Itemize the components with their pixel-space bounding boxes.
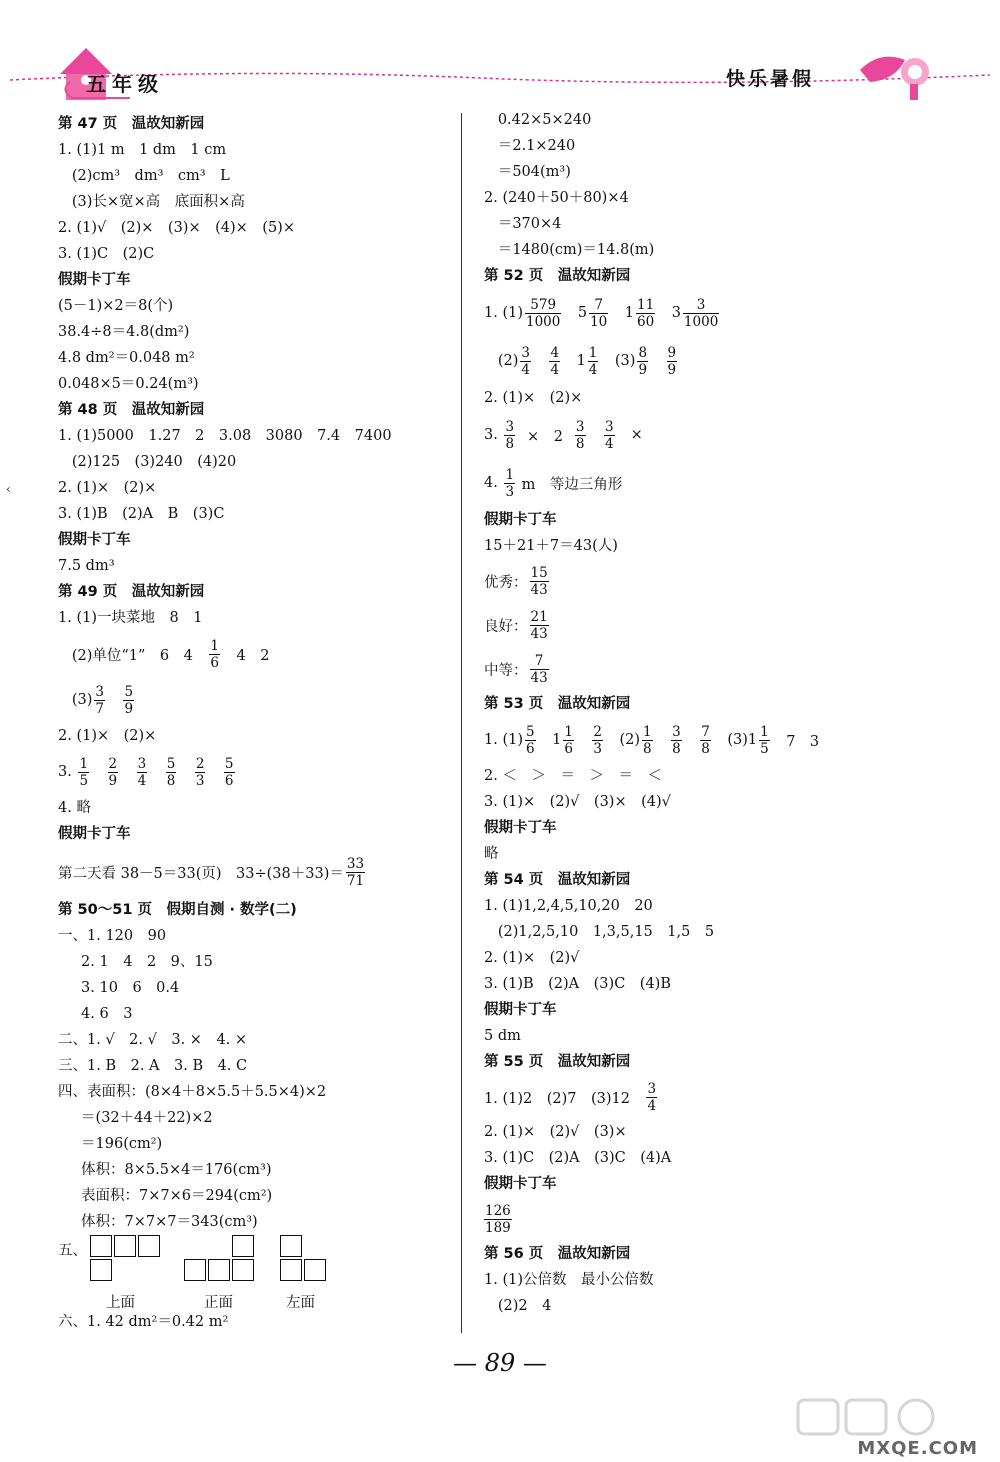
answer-line: (2)125 (3)240 (4)20: [58, 454, 237, 470]
answer-line: 1. (1)1,2,4,5,10,20 20: [484, 898, 653, 914]
answer-text: 3.: [484, 427, 503, 443]
page-number: — 89 —: [453, 1349, 547, 1377]
answer-line: 3. (1)B (2)A B (3)C: [58, 506, 225, 522]
fraction: $\frac{7}{43}$: [530, 652, 548, 686]
fraction: $\frac{7}{8}$: [701, 723, 710, 757]
answer-line: 1. (1) $\frac{5}{6}$ 1 $\frac{1}{6}$ $\frac{2}{3}$ (2) $\frac{1}{8}$ $\frac{3}{8}$ $\frac{7}{8}$ (3) 1 $\frac{1}{5}$ 7 3: [484, 723, 820, 757]
fraction: $\frac{3}{4}$: [137, 755, 147, 789]
answer-line: 15＋21＋7＝43(人): [484, 538, 618, 554]
answer-line: 2. (1)× (2)×: [58, 728, 157, 744]
answer-line: 0.42×5×240: [484, 112, 592, 128]
answer-line: 2. (1)× (2)×: [484, 390, 583, 406]
answer-line: 3. (1)C (2)A (3)C (4)A: [484, 1150, 672, 1166]
answer-text: 4.: [484, 475, 503, 491]
fraction: $\frac{21}{43}$: [530, 608, 548, 642]
answer-line: 2. 1 4 2 9、15: [58, 954, 213, 970]
answer-line: 4. 6 3: [58, 1006, 133, 1022]
section-heading: 第 55 页 温故知新园: [484, 1054, 631, 1070]
answer-line: ＝370×4: [484, 216, 562, 232]
answer-line: 2. (1)× (2)√ (3)×: [484, 1124, 627, 1140]
fraction: $\frac{33}{71}$: [346, 855, 365, 889]
answer-line: 7.5 dm³: [58, 558, 115, 574]
book-title: 快乐暑假: [726, 68, 815, 90]
view-label: 正面: [204, 1295, 233, 1311]
answer-text: 五、: [58, 1243, 87, 1259]
answer-line: 2. (240＋50＋80)×4: [484, 190, 629, 206]
section-heading: 假期卡丁车: [484, 1176, 557, 1192]
fraction: $\frac{3}{4}$: [647, 1080, 657, 1114]
fraction: $\frac{3}{8}$: [575, 418, 585, 452]
answer-line: (2)1,2,5,10 1,3,5,15 1,5 5: [484, 924, 715, 940]
answer-line: 一、1. 120 90: [58, 928, 167, 944]
fraction: $\frac{7}{10}$: [590, 296, 608, 330]
answer-line: 2. (1)× (2)×: [58, 480, 157, 496]
section-heading: 假期卡丁车: [484, 512, 557, 528]
answer-line: 二、1. √ 2. √ 3. × 4. ×: [58, 1032, 248, 1048]
answer-line: 体积：7×7×7＝343(cm³): [58, 1214, 258, 1230]
section-heading: 假期卡丁车: [58, 826, 131, 842]
fraction: $\frac{4}{4}$: [550, 344, 560, 378]
answer-text: 3.: [58, 764, 77, 780]
answer-line: 2. (1)√ (2)× (3)× (4)× (5)×: [58, 220, 295, 236]
fraction: $\frac{15}{43}$: [530, 564, 548, 598]
fraction: $\frac{5}{8}$: [166, 755, 176, 789]
answer-line: 4. 略: [58, 800, 91, 816]
fraction: $\frac{1}{3}$: [505, 466, 515, 500]
section-heading: 第 47 页 温故知新园: [58, 116, 205, 132]
right-column: [484, 107, 984, 1319]
answer-line: [484, 1197, 984, 1241]
answer-line: (3)长×宽×高 底面积×高: [58, 194, 245, 210]
answer-line: ＝504(m³): [484, 164, 571, 180]
edge-mark: ‹: [6, 482, 11, 496]
fraction: $\frac{5}{6}$: [525, 723, 535, 757]
fraction: $\frac{5}{6}$: [224, 755, 234, 789]
fraction: $\frac{11}{60}$: [637, 296, 655, 330]
answer-line: [58, 631, 453, 677]
answer-line: 1. (1) $\frac{579}{1000}$ 5 $\frac{7}{10}$ 1 $\frac{11}{60}$ 3 $\frac{3}{1000}$: [484, 296, 719, 330]
answer-text: (2)单位“1” 6 4: [58, 647, 208, 664]
answer-line: [484, 459, 984, 507]
answer-line: 六、1. 42 dm²＝0.42 m²: [58, 1314, 229, 1330]
answer-line: ＝2.1×240: [484, 138, 576, 154]
answer-line: 4.8 dm²＝0.048 m²: [58, 350, 195, 366]
answer-line: 1. (1)一块菜地 8 1: [58, 610, 203, 626]
fraction: $\frac{3}{7}$: [95, 683, 104, 717]
fraction: $\frac{3}{4}$: [521, 344, 530, 378]
watermark-text: MXQE.COM: [857, 1438, 978, 1459]
answer-line: 1. (1)1 m 1 dm 1 cm: [58, 142, 227, 158]
fraction: $\frac{9}{9}$: [667, 344, 677, 378]
answer-line: 四、表面积：(8×4＋8×5.5＋5.5×4)×2: [58, 1084, 327, 1100]
fraction: $\frac{3}{4}$: [605, 418, 614, 452]
section-heading: 第 48 页 温故知新园: [58, 402, 205, 418]
answer-line: 良好： $\frac{21}{43}$: [484, 608, 548, 642]
answer-line: 中等： $\frac{7}{43}$: [484, 652, 548, 686]
answer-line: 三、1. B 2. A 3. B 4. C: [58, 1058, 248, 1074]
answer-line: ＝196(cm²): [58, 1136, 163, 1152]
answer-line: 3. (1)B (2)A (3)C (4)B: [484, 976, 671, 992]
left-column: [58, 111, 453, 1335]
answer-line: 表面积：7×7×6＝294(cm²): [58, 1188, 273, 1204]
answer-line: 0.048×5＝0.24(m³): [58, 376, 199, 392]
section-heading: 假期卡丁车: [484, 820, 557, 836]
answer-line: 1. (1)公倍数 最小公倍数: [484, 1272, 654, 1288]
page-header: [0, 40, 1000, 110]
answer-text: 4 2: [221, 647, 270, 664]
answer-line: 1. (1)2 (2)7 (3)12 $\frac{3}{4}$: [484, 1080, 657, 1114]
answer-line: 2. (1)× (2)√: [484, 950, 580, 966]
answer-line: 38.4÷8＝4.8(dm²): [58, 324, 190, 340]
fraction: $\frac{3}{8}$: [672, 723, 681, 757]
answer-line: [58, 847, 453, 897]
fraction: $\frac{1}{5}$: [79, 755, 89, 789]
fraction: $\frac{1}{6}$: [564, 723, 573, 757]
answer-line: 略: [484, 846, 499, 862]
answer-line: ＝(32＋44＋22)×2: [58, 1110, 213, 1126]
answer-text: (2): [484, 353, 519, 369]
answer-text: 1. (1): [484, 305, 523, 321]
fraction: $\frac{2}{3}$: [195, 755, 205, 789]
fraction: $\frac{1}{6}$: [210, 637, 219, 671]
fraction: $\frac{579}{1000}$: [525, 296, 561, 330]
answer-line: (5－1)×2＝8(个): [58, 298, 174, 314]
view-label: 上面: [106, 1295, 135, 1311]
view-label: 左面: [286, 1295, 315, 1311]
section-heading: 假期卡丁车: [484, 1002, 557, 1018]
fraction: $\frac{1}{5}$: [760, 723, 769, 757]
section-heading: 第 53 页 温故知新园: [484, 696, 631, 712]
section-heading: 第 56 页 温故知新园: [484, 1246, 631, 1262]
three-views-answer: [58, 1235, 453, 1309]
answer-line: 3. (1)C (2)C: [58, 246, 155, 262]
fraction: $\frac{2}{9}$: [108, 755, 118, 789]
answer-text: (3): [58, 692, 93, 708]
section-heading: 第 54 页 温故知新园: [484, 872, 631, 888]
fraction: $\frac{1}{8}$: [643, 723, 652, 757]
answer-line: 优秀： $\frac{15}{43}$: [484, 564, 548, 598]
answer-text: m 等边三角形: [517, 476, 623, 493]
answer-text: 第二天看 38－5＝33(页) 33÷(38＋33)＝: [58, 865, 344, 882]
fraction: $\frac{3}{1000}$: [683, 296, 719, 330]
answer-line: [58, 749, 453, 795]
answer-line: 3. (1)× (2)√ (3)× (4)√: [484, 794, 671, 810]
answer-line: (2) $\frac{3}{4}$ $\frac{4}{4}$ 1 $\frac{1}{4}$ (3) $\frac{8}{9}$ $\frac{9}{9}$: [484, 344, 677, 378]
fraction: $\frac{126}{189}$: [485, 1202, 511, 1236]
section-heading: 第 52 页 温故知新园: [484, 268, 631, 284]
fraction: $\frac{2}{3}$: [593, 723, 602, 757]
answer-line: 3. $\frac{3}{8}$ × 2 $\frac{3}{8}$ $\frac{3}{4}$ ×: [484, 418, 643, 452]
answer-line: 1. (1)5000 1.27 2 3.08 3080 7.4 7400: [58, 428, 392, 444]
answer-line: (2)cm³ dm³ cm³ L: [58, 168, 230, 184]
answer-line: 体积：8×5.5×4＝176(cm³): [58, 1162, 272, 1178]
section-heading: 第 49 页 温故知新园: [58, 584, 205, 600]
fraction: $\frac{8}{9}$: [638, 344, 648, 378]
answer-line: [58, 677, 453, 723]
answer-line: ＝1480(cm)＝14.8(m): [484, 242, 655, 258]
answer-line: 5 dm: [484, 1028, 521, 1044]
section-heading: 第 50～51 页 假期自测 · 数学(二): [58, 902, 297, 918]
section-heading: 假期卡丁车: [58, 532, 131, 548]
answer-line: 3. 10 6 0.4: [58, 980, 180, 996]
answer-line: (2)2 4: [484, 1298, 552, 1314]
section-heading: 假期卡丁车: [58, 272, 131, 288]
fraction: $\frac{1}{4}$: [588, 344, 598, 378]
answer-line: 2. ＜ ＞ ＝ ＞ ＝ ＜: [484, 768, 662, 784]
fraction: $\frac{5}{9}$: [124, 683, 134, 717]
grade-label: 五年级: [86, 72, 164, 96]
fraction: $\frac{3}{8}$: [505, 418, 515, 452]
column-divider: [461, 113, 462, 1333]
